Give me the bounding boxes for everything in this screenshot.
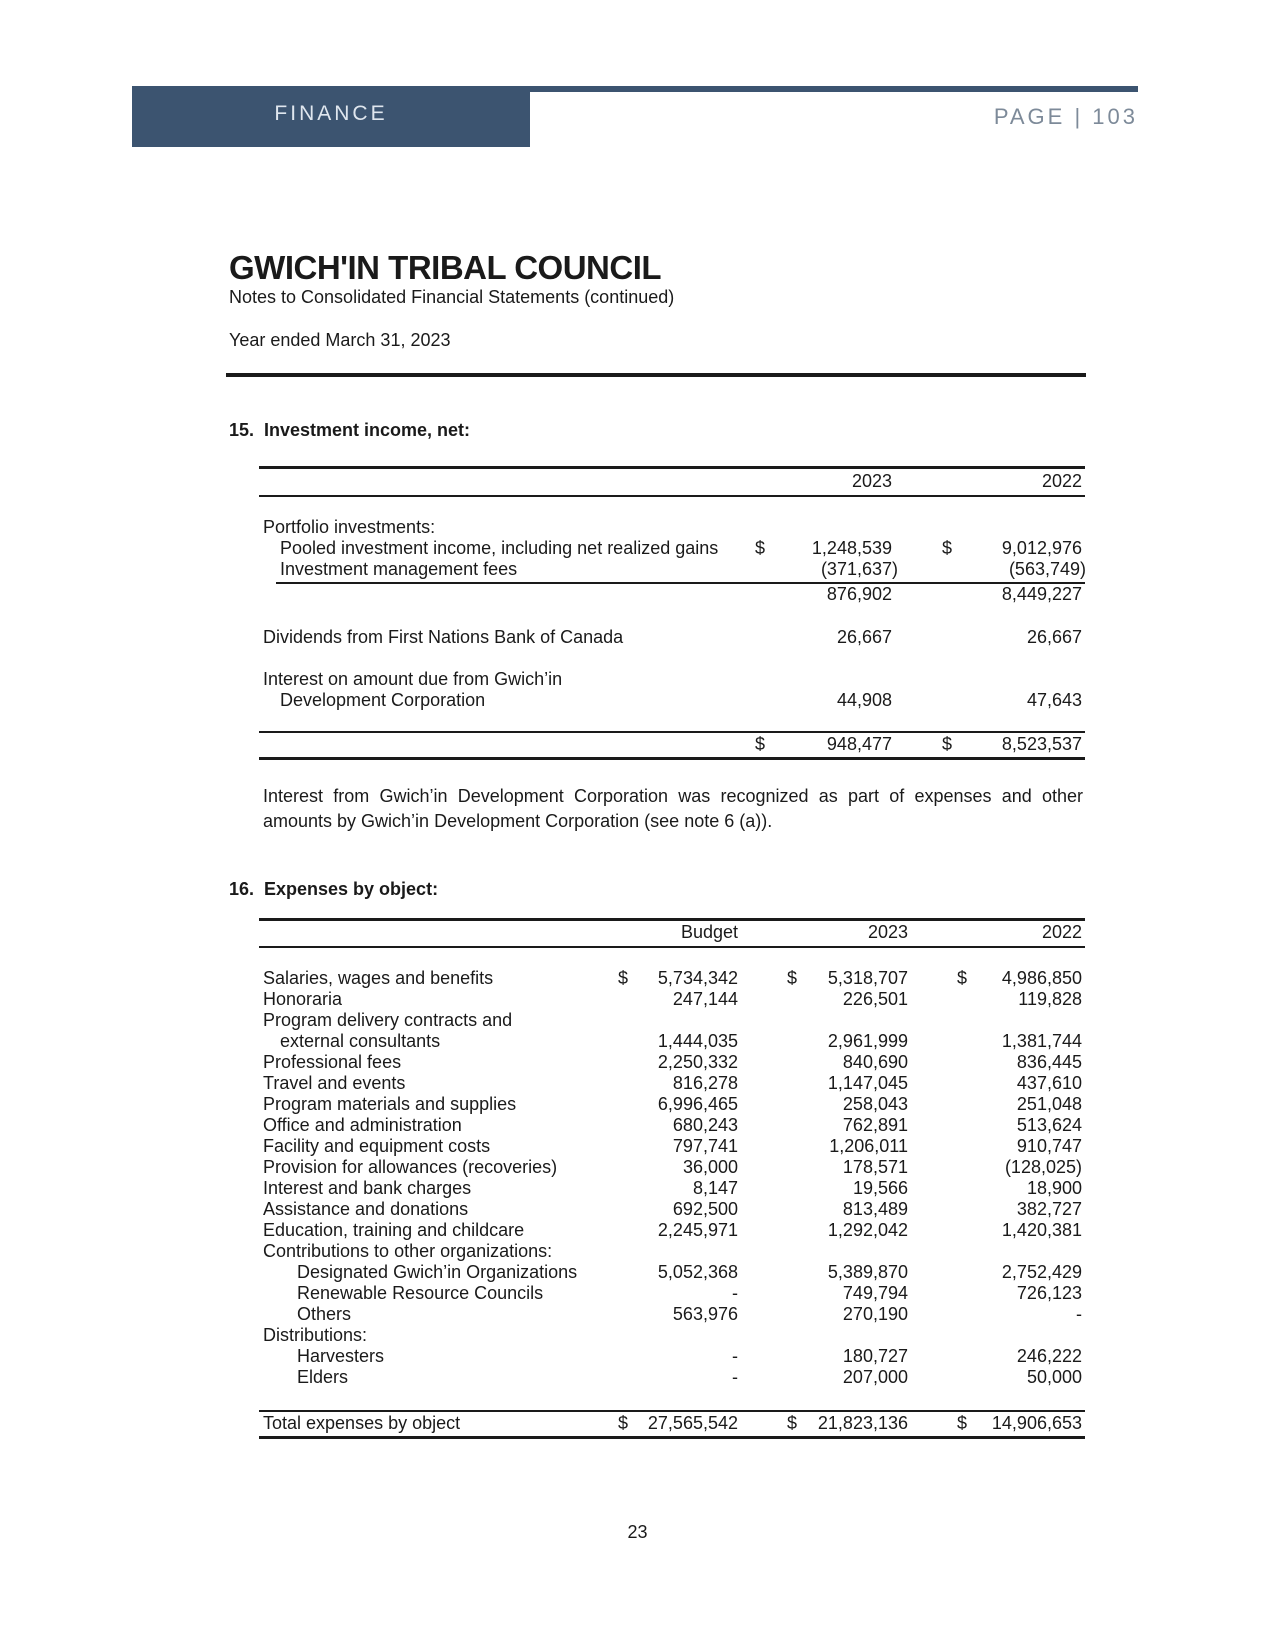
row-budget-value: 680,243 xyxy=(672,1115,738,1135)
row-v2023-currency: $ xyxy=(787,968,798,988)
row-label: Renewable Resource Councils xyxy=(297,1283,544,1303)
row-v2023-value: 840,690 xyxy=(842,1052,908,1072)
row-label: Salaries, wages and benefits xyxy=(263,968,494,988)
row-label: Honoraria xyxy=(263,989,343,1009)
pooled-2022: 9,012,976 xyxy=(1001,538,1082,558)
dividends-2023: 26,667 xyxy=(836,627,892,647)
row-v2022-value: 2,752,429 xyxy=(1001,1262,1082,1282)
statement-period: Year ended March 31, 2023 xyxy=(229,330,451,350)
row-budget-value: - xyxy=(732,1346,738,1366)
page-number: 23 xyxy=(627,1522,648,1542)
interest-2023: 44,908 xyxy=(836,690,892,710)
row-v2023-value: 1,206,011 xyxy=(829,1136,908,1156)
row-v2022-value: 119,828 xyxy=(1018,989,1082,1009)
org-title: GWICH'IN TRIBAL COUNCIL xyxy=(229,249,662,286)
row-label: Program materials and supplies xyxy=(263,1094,517,1114)
row-budget-value: 5,052,368 xyxy=(657,1262,738,1282)
total-bottom-rule xyxy=(259,757,1085,760)
portfolio-label: Portfolio investments: xyxy=(263,517,436,537)
total-budget-currency: $ xyxy=(618,1413,629,1433)
row-v2022-value: (128,025) xyxy=(1004,1157,1082,1177)
note-16-number: 16. xyxy=(229,879,255,899)
row-v2022-value: 382,727 xyxy=(1016,1199,1082,1219)
management-fees-2023: (371,637) xyxy=(820,559,898,579)
row-v2022-value: 910,747 xyxy=(1016,1136,1082,1156)
header-rule xyxy=(259,495,1085,497)
row-v2022-value: 1,381,744 xyxy=(1001,1031,1082,1051)
row-label: Assistance and donations xyxy=(263,1199,469,1219)
pooled-2023: 1,248,539 xyxy=(811,538,892,558)
row-label: Distributions: xyxy=(263,1325,368,1345)
note-15-heading xyxy=(229,420,470,441)
total-top-rule xyxy=(259,731,1085,733)
row-label: Professional fees xyxy=(263,1052,402,1072)
total-budget: 27,565,542 xyxy=(647,1413,738,1433)
note-15-title: Investment income, net: xyxy=(264,420,471,440)
row-v2023-value: 5,318,707 xyxy=(827,968,908,988)
row-v2023-value: 180,727 xyxy=(842,1346,908,1366)
note-16-title: Expenses by object: xyxy=(264,879,439,899)
row-budget-value: 797,741 xyxy=(672,1136,738,1156)
table-top-rule xyxy=(259,466,1085,469)
total-2023-currency: $ xyxy=(755,734,766,754)
row-label: Elders xyxy=(297,1367,349,1387)
header-section-label: FINANCE xyxy=(274,102,388,125)
row-v2023-value: 5,389,870 xyxy=(827,1262,908,1282)
col-header-2022: 2022 xyxy=(1041,471,1082,491)
total-2023: 21,823,136 xyxy=(817,1413,908,1433)
total-2023: 948,477 xyxy=(826,734,892,754)
header-page-label: PAGE | 103 xyxy=(993,104,1138,129)
dividends-label: Dividends from First Nations Bank of Canada xyxy=(263,627,624,647)
row-v2022-value: 18,900 xyxy=(1026,1178,1082,1198)
total-2023-currency: $ xyxy=(787,1413,798,1433)
management-fees-2022: (563,749) xyxy=(1008,559,1086,579)
row-budget-value: 5,734,342 xyxy=(657,968,738,988)
row-v2023-value: 226,501 xyxy=(842,989,908,1009)
row-budget-value: 2,250,332 xyxy=(657,1052,738,1072)
management-fees-label: Investment management fees xyxy=(280,559,518,579)
pooled-2022-currency: $ xyxy=(942,538,953,558)
subtotal-2022: 8,449,227 xyxy=(1001,584,1082,604)
row-v2022-value: 437,610 xyxy=(1016,1073,1082,1093)
row-v2023-value: 1,292,042 xyxy=(827,1220,908,1240)
row-label: Office and administration xyxy=(263,1115,462,1135)
col-header-2023: 2023 xyxy=(851,471,892,491)
row-v2023-value: 258,043 xyxy=(842,1094,908,1114)
row-v2022-value: - xyxy=(1076,1304,1082,1324)
row-label: external consultants xyxy=(280,1031,441,1051)
row-v2023-value: 813,489 xyxy=(842,1199,908,1219)
dividends-2022: 26,667 xyxy=(1026,627,1082,647)
row-budget-value: 563,976 xyxy=(672,1304,738,1324)
row-v2022-currency: $ xyxy=(957,968,968,988)
note-15-explanation: Interest from Gwich’in Development Corporation was recognized as part of expenses and other amounts by Gwich’in Development Corporation (see note 6 (a)). xyxy=(263,786,1083,831)
row-v2023-value: 270,190 xyxy=(842,1304,908,1324)
row-v2023-value: 2,961,999 xyxy=(827,1031,908,1051)
row-label: Contributions to other organizations: xyxy=(263,1241,553,1261)
total-bottom-rule xyxy=(259,1436,1085,1439)
row-v2023-value: 1,147,045 xyxy=(827,1073,908,1093)
col-header-2023: 2023 xyxy=(867,922,908,942)
row-label: Travel and events xyxy=(263,1073,406,1093)
row-v2022-value: 836,445 xyxy=(1016,1052,1082,1072)
row-v2022-value: 246,222 xyxy=(1016,1346,1082,1366)
total-label: Total expenses by object xyxy=(263,1413,461,1433)
row-v2022-value: 726,123 xyxy=(1016,1283,1082,1303)
row-v2023-value: 19,566 xyxy=(852,1178,908,1198)
row-budget-value: 692,500 xyxy=(672,1199,738,1219)
row-budget-value: 247,144 xyxy=(672,989,738,1009)
row-v2022-value: 513,624 xyxy=(1016,1115,1082,1135)
row-budget-value: 6,996,465 xyxy=(657,1094,738,1114)
row-v2022-value: 1,420,381 xyxy=(1001,1220,1082,1240)
pooled-2023-currency: $ xyxy=(755,538,766,558)
row-budget-value: 1,444,035 xyxy=(657,1031,738,1051)
title-rule xyxy=(226,373,1086,377)
row-v2022-value: 4,986,850 xyxy=(1001,968,1082,988)
row-budget-value: 816,278 xyxy=(672,1073,738,1093)
row-label: Others xyxy=(297,1304,352,1324)
total-2022: 14,906,653 xyxy=(991,1413,1082,1433)
row-budget-value: - xyxy=(732,1367,738,1387)
interest-label-line-1: Interest on amount due from Gwich’in xyxy=(263,669,563,689)
row-v2023-value: 762,891 xyxy=(842,1115,908,1135)
row-v2023-value: 178,571 xyxy=(842,1157,908,1177)
total-2022-currency: $ xyxy=(942,734,953,754)
row-label: Program delivery contracts and xyxy=(263,1010,513,1030)
row-label: Education, training and childcare xyxy=(263,1220,525,1240)
row-label: Interest and bank charges xyxy=(263,1178,472,1198)
note-15-number: 15. xyxy=(229,420,255,440)
row-label: Designated Gwich’in Organizations xyxy=(297,1262,578,1282)
row-v2022-value: 251,048 xyxy=(1016,1094,1082,1114)
subtotal-2023: 876,902 xyxy=(826,584,892,604)
interest-label-line-2: Development Corporation xyxy=(280,690,486,710)
total-top-rule xyxy=(259,1410,1085,1412)
header-rule xyxy=(259,946,1085,948)
row-budget-value: 36,000 xyxy=(682,1157,738,1177)
interest-2022: 47,643 xyxy=(1026,690,1082,710)
row-budget-value: 2,245,971 xyxy=(657,1220,738,1240)
row-budget-currency: $ xyxy=(618,968,629,988)
row-label: Facility and equipment costs xyxy=(263,1136,491,1156)
row-v2022-value: 50,000 xyxy=(1026,1367,1082,1387)
row-label: Provision for allowances (recoveries) xyxy=(263,1157,558,1177)
row-label: Harvesters xyxy=(297,1346,385,1366)
statement-subtitle: Notes to Consolidated Financial Statements (continued) xyxy=(229,287,675,307)
row-v2023-value: 749,794 xyxy=(842,1283,908,1303)
pooled-income-label: Pooled investment income, including net realized gains xyxy=(280,538,719,558)
table-top-rule xyxy=(259,918,1085,921)
col-header-budget: Budget xyxy=(680,922,738,942)
col-header-2022: 2022 xyxy=(1041,922,1082,942)
total-2022-currency: $ xyxy=(957,1413,968,1433)
row-v2023-value: 207,000 xyxy=(842,1367,908,1387)
note-16-heading xyxy=(229,879,438,900)
total-2022: 8,523,537 xyxy=(1001,734,1082,754)
row-budget-value: - xyxy=(732,1283,738,1303)
row-budget-value: 8,147 xyxy=(692,1178,738,1198)
